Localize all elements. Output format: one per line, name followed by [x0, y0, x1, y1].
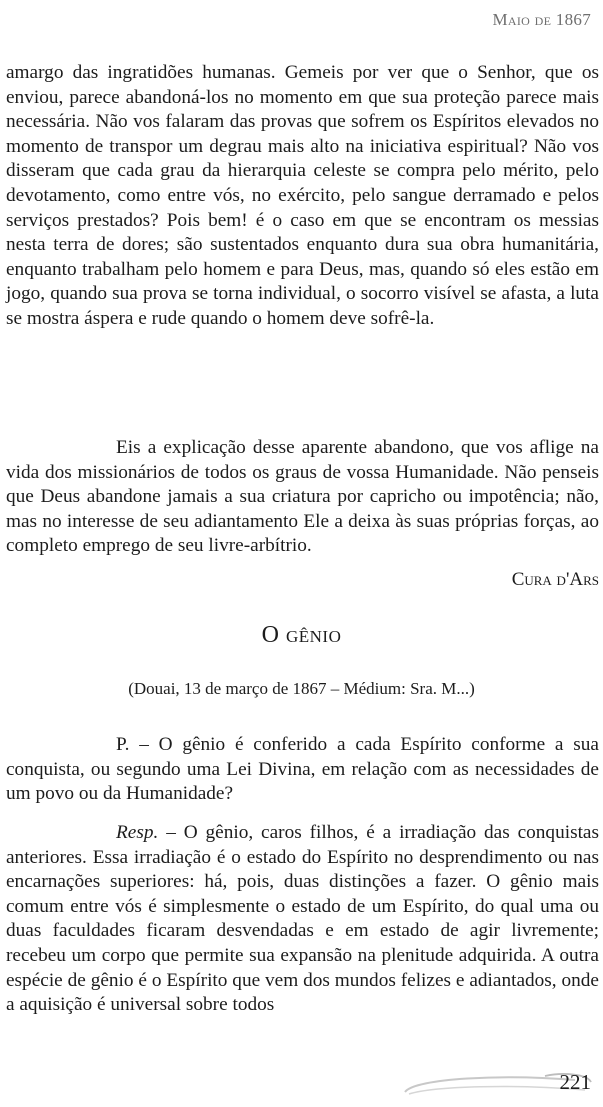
- question-paragraph: P. – O gênio é conferido a cada Espírito conforme a sua conquista, ou segundo uma Lei Divina, em relação com as necessidades de um povo ou da Humanidade?: [6, 734, 599, 805]
- page-number: 221: [559, 1070, 591, 1094]
- answer-label: Resp.: [116, 822, 159, 843]
- body-paragraph-1: amargo das ingratidões humanas. Gemeis por ver que o Senhor, que os enviou, parece abandoná-los no momento em que sua proteção parece mais necessária. Não vos falaram das provas que sofrem os Espíritos elevados no momento de transpor um degrau mais alto na iniciativa espiritual? Não vos disseram que cada grau da hierarquia celeste se compra pelo mérito, pelo devotamento, como entre vós, no exército, pelo sangue derramado e pelos serviços prestados? Pois bem! é o caso em que se encontram os messias nesta terra de dores; são sustentados enquanto dura sua obra humanitária, enquanto trabalham pelo homem e para Deus, mas, quando só eles estão em jogo, quando sua prova se torna individual, o socorro visível se afasta, a luta se mostra áspera e rude quando o homem deve sofrê-la.: [6, 62, 599, 329]
- answer-paragraph: [6, 821, 599, 1018]
- section-subtitle: (Douai, 13 de março de 1867 – Médium: Sra. M...): [128, 679, 475, 698]
- signature: Cura d'Ars: [511, 569, 599, 590]
- running-head: Maio de 1867: [492, 10, 591, 29]
- body-paragraph-2: Eis a explicação desse aparente abandono, que vos aflige na vida dos missionários de todos os graus de vossa Humanidade. Não penseis que Deus abandone jamais a sua criatura por capricho ou impotência; não, mas no interesse de seu adiantamento Ele a deixa às suas próprias forças, ao completo emprego de seu livre-arbítrio.: [6, 437, 599, 557]
- page-folio: [395, 1068, 595, 1098]
- answer-text: – O gênio, caros filhos, é a irradiação das conquistas anteriores. Essa irradiação é o estado do Espírito no desprendimento ou nas encarnações superiores: há, pois, duas distinções a fazer. O gênio mais comum entre vós é simplesmente o estado de um Espírito, do qual uma ou duas faculdades ficaram desvendadas e em estado de agir livremente; recebeu um corpo que permite sua expansão na plenitude adquirida. A outra espécie de gênio é o Espírito que vem dos mundos felizes e adiantados, onde a aquisição é universal sobre todos: [6, 822, 599, 1016]
- section-title: O gênio: [261, 622, 342, 648]
